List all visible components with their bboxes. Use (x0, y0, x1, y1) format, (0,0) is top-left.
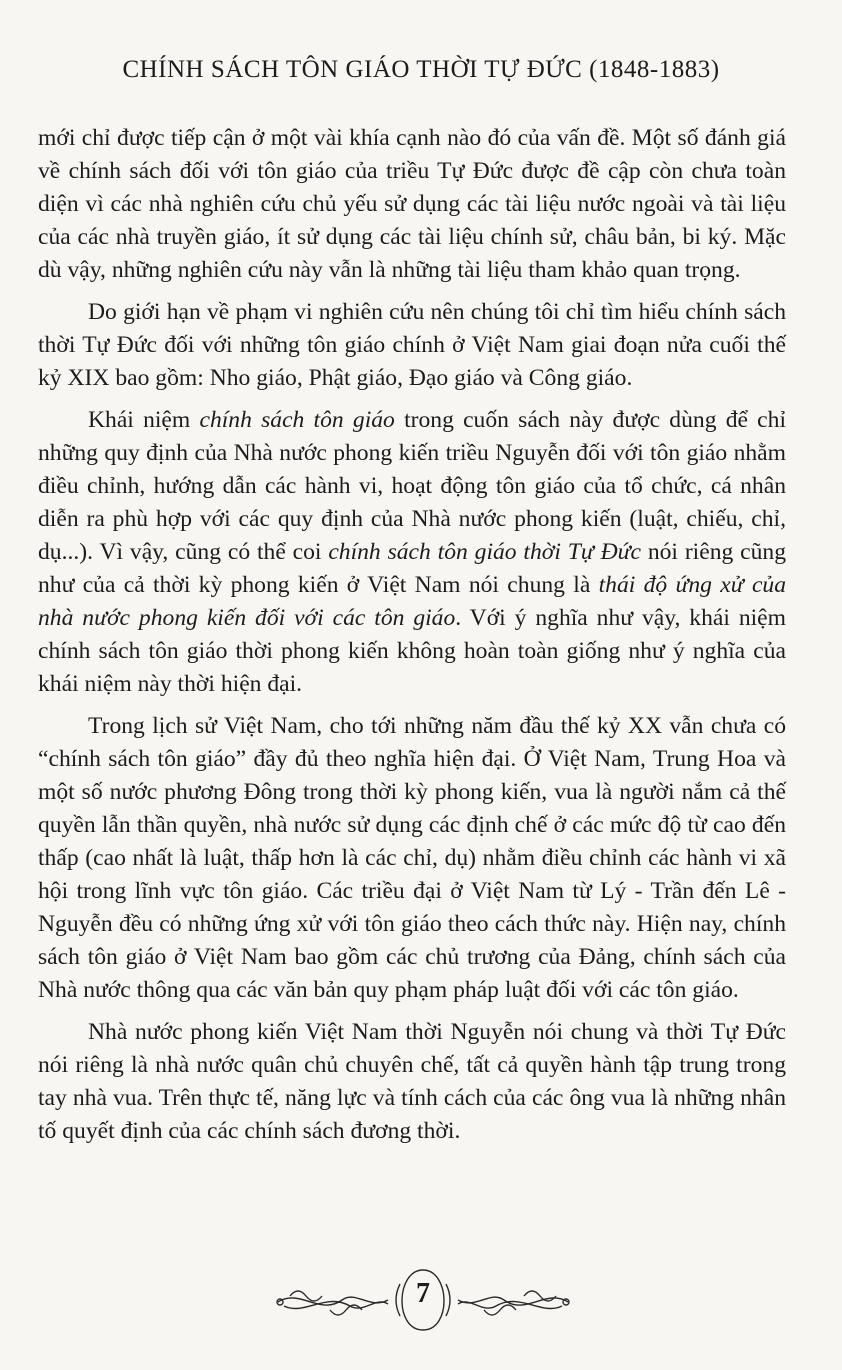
running-header: CHÍNH SÁCH TÔN GIÁO THỜI TỰ ĐỨC (1848-1883) (122, 56, 720, 83)
page-footer (270, 1266, 576, 1334)
paragraph: Nhà nước phong kiến Việt Nam thời Nguyễn nói chung và thời Tự Đức nói riêng là nhà nước quân chủ chuyên chế, tất cả quyền hành tập trung trong tay nhà vua. Trên thực tế, năng lực và tính cách của các ông vua là những nhân tố quyết định của các chính sách đương thời. (38, 1019, 786, 1144)
italic-term: thái độ ứng xử của nhà nước phong kiến đối với các tôn giáo (38, 572, 787, 631)
paragraph (38, 404, 786, 701)
paragraph: mới chỉ được tiếp cận ở một vài khía cạnh nào đó của vấn đề. Một số đánh giá về chính sách đối với tôn giáo của triều Tự Đức được đề cập còn chưa toàn diện vì các nhà nghiên cứu chủ yếu sử dụng các tài liệu nước ngoài và tài liệu của các nhà truyền giáo, ít sử dụng các tài liệu chính sử, châu bản, bi ký. Mặc dù vậy, những nghiên cứu này vẫn là những tài liệu tham khảo quan trọng. (38, 125, 786, 283)
italic-term: chính sách tôn giáo thời Tự Đức (328, 539, 641, 565)
text-run: . Với ý nghĩa như vậy, khái niệm chính sách tôn giáo thời phong kiến không hoàn toàn giống như ý nghĩa của khái niệm này thời hiện đại. (38, 605, 787, 697)
italic-term: chính sách tôn giáo (199, 407, 395, 433)
paragraph: Do giới hạn về phạm vi nghiên cứu nên chúng tôi chỉ tìm hiểu chính sách thời Tự Đức đối với những tôn giáo chính ở Việt Nam giai đoạn nửa cuối thế kỷ XIX bao gồm: Nho giáo, Phật giáo, Đạo giáo và Công giáo. (38, 299, 786, 391)
page-number: 7 (416, 1278, 430, 1309)
text-run: Khái niệm (88, 407, 200, 433)
text-run: nói riêng cũng như của cả thời kỳ phong kiến ở Việt Nam nói chung là (38, 539, 786, 598)
text-run: trong cuốn sách này được dùng để chỉ những quy định của Nhà nước phong kiến triều Nguyễn đối với tôn giáo nhằm điều chỉnh, hướng dẫn các hành vi, hoạt động tôn giáo của tổ chức, cá nhân diễn ra phù hợp với các quy định của Nhà nước phong kiến (luật, chiếu, chỉ, dụ...). Vì vậy, cũng có thể coi (38, 407, 786, 565)
body-text (38, 122, 786, 1148)
paragraph: Trong lịch sử Việt Nam, cho tới những năm đầu thế kỷ XX vẫn chưa có “chính sách tôn giáo” đầy đủ theo nghĩa hiện đại. Ở Việt Nam, Trung Hoa và một số nước phương Đông trong thời kỳ phong kiến, vua là người nắm cả thế quyền lẫn thần quyền, nhà nước sử dụng các định chế ở các mức độ từ cao đến thấp (cao nhất là luật, thấp hơn là các chỉ, dụ) nhằm điều chỉnh các hành vi xã hội trong lĩnh vực tôn giáo. Các triều đại ở Việt Nam từ Lý - Trần đến Lê - Nguyễn đều có những ứng xử với tôn giáo theo cách thức này. Hiện nay, chính sách tôn giáo ở Việt Nam bao gồm các chủ trương của Đảng, chính sách của Nhà nước thông qua các văn bản quy phạm pháp luật đối với các tôn giáo. (38, 713, 786, 1003)
